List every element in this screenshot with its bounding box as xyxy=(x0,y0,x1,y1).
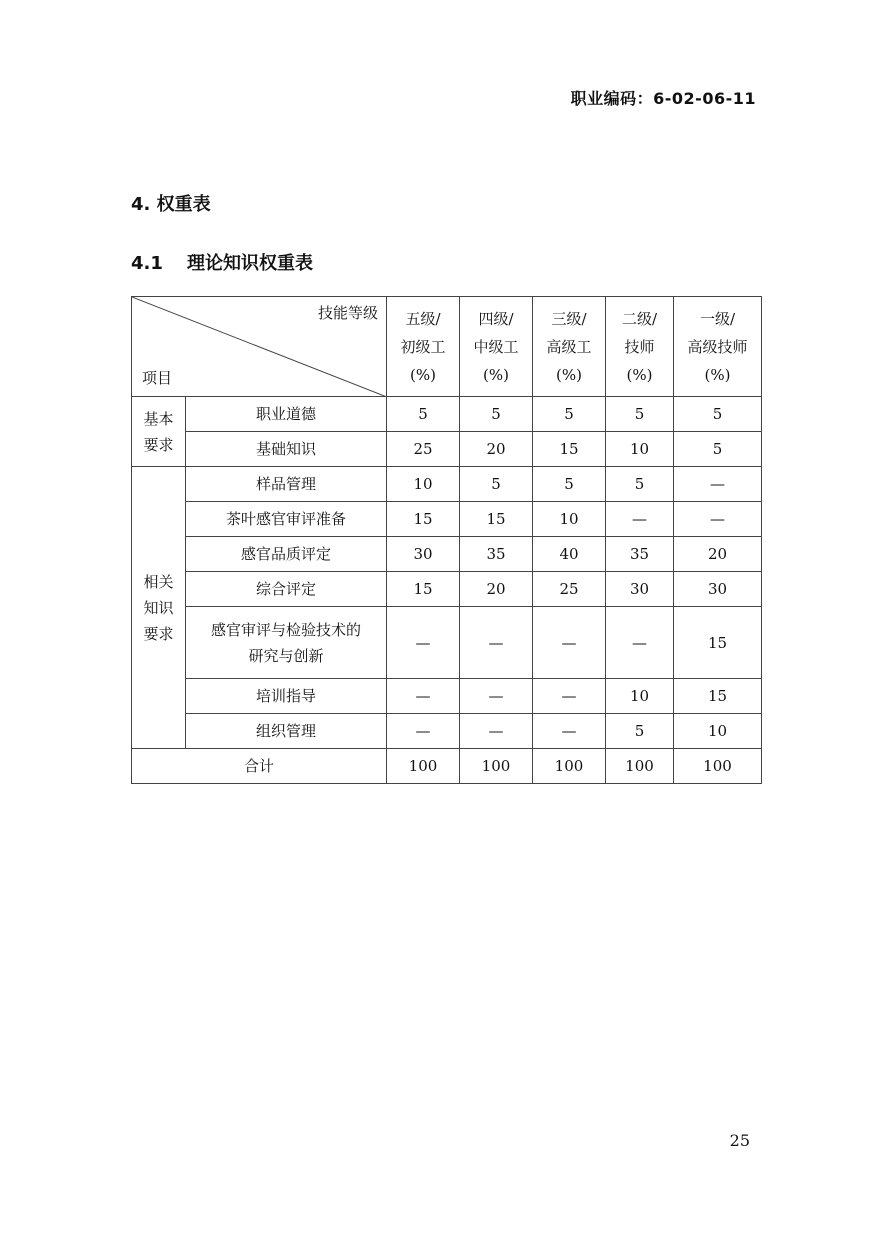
table-row xyxy=(132,572,762,607)
cell-value: — xyxy=(460,714,533,749)
cell-value: 5 xyxy=(387,397,460,432)
total-value: 100 xyxy=(533,749,606,784)
cell-value: 15 xyxy=(674,679,762,714)
subsection-number: 4.1 xyxy=(131,253,163,274)
cell-value: 5 xyxy=(606,714,674,749)
cell-value: 20 xyxy=(460,572,533,607)
table-row xyxy=(132,502,762,537)
page-number: 25 xyxy=(729,1131,750,1150)
cell-value: 15 xyxy=(460,502,533,537)
table-row xyxy=(132,432,762,467)
cell-value: 10 xyxy=(606,679,674,714)
cell-value: 25 xyxy=(387,432,460,467)
cell-value: 15 xyxy=(387,572,460,607)
cell-value: 30 xyxy=(674,572,762,607)
subsection-title xyxy=(131,249,313,275)
cell-value: — xyxy=(674,467,762,502)
cell-value: — xyxy=(387,679,460,714)
row-item: 感官品质评定 xyxy=(186,537,387,572)
cell-value: 5 xyxy=(460,397,533,432)
cell-value: 35 xyxy=(460,537,533,572)
cell-value: 10 xyxy=(674,714,762,749)
cell-value: 10 xyxy=(533,502,606,537)
table-header-row xyxy=(132,297,762,397)
table-row xyxy=(132,714,762,749)
cell-value: 5 xyxy=(533,397,606,432)
cell-value: 30 xyxy=(606,572,674,607)
cell-value: 5 xyxy=(674,397,762,432)
cell-value: 15 xyxy=(387,502,460,537)
row-item: 基础知识 xyxy=(186,432,387,467)
cell-value: 10 xyxy=(387,467,460,502)
row-item: 职业道德 xyxy=(186,397,387,432)
cell-value: 40 xyxy=(533,537,606,572)
row-item: 综合评定 xyxy=(186,572,387,607)
total-value: 100 xyxy=(460,749,533,784)
total-label: 合计 xyxy=(132,749,387,784)
cell-value: 20 xyxy=(674,537,762,572)
row-item: 样品管理 xyxy=(186,467,387,502)
cell-value: 5 xyxy=(606,467,674,502)
total-value: 100 xyxy=(606,749,674,784)
table-row xyxy=(132,397,762,432)
table-row xyxy=(132,607,762,679)
table-row xyxy=(132,537,762,572)
cell-value: — xyxy=(606,607,674,679)
occupation-code: 职业编码：6-02-06-11 xyxy=(570,89,756,108)
total-row xyxy=(132,749,762,784)
cell-value: 5 xyxy=(460,467,533,502)
cell-value: — xyxy=(387,714,460,749)
level-header: 四级/ 中级工 (%) xyxy=(460,297,533,397)
cell-value: — xyxy=(460,679,533,714)
cell-value: 5 xyxy=(533,467,606,502)
section-title: 4. 权重表 xyxy=(131,194,211,215)
subsection-label: 理论知识权重表 xyxy=(187,253,313,274)
cell-value: 20 xyxy=(460,432,533,467)
corner-cell xyxy=(132,297,387,397)
cell-value: 15 xyxy=(674,607,762,679)
group-related: 相关 知识 要求 xyxy=(132,467,186,749)
cell-value: 5 xyxy=(674,432,762,467)
cell-value: — xyxy=(533,679,606,714)
cell-value: 30 xyxy=(387,537,460,572)
cell-value: 35 xyxy=(606,537,674,572)
total-value: 100 xyxy=(387,749,460,784)
cell-value: — xyxy=(606,502,674,537)
level-header: 二级/ 技师 (%) xyxy=(606,297,674,397)
cell-value: — xyxy=(387,607,460,679)
level-header: 三级/ 高级工 (%) xyxy=(533,297,606,397)
level-header: 一级/ 高级技师 (%) xyxy=(674,297,762,397)
total-value: 100 xyxy=(674,749,762,784)
cell-value: 10 xyxy=(606,432,674,467)
corner-top-label: 技能等级 xyxy=(317,304,378,322)
row-item: 感官审评与检验技术的 研究与创新 xyxy=(186,607,387,679)
cell-value: — xyxy=(533,607,606,679)
level-header: 五级/ 初级工 (%) xyxy=(387,297,460,397)
cell-value: — xyxy=(533,714,606,749)
cell-value: 5 xyxy=(606,397,674,432)
row-item: 组织管理 xyxy=(186,714,387,749)
corner-bottom-label: 项目 xyxy=(142,369,173,387)
group-basic: 基本 要求 xyxy=(132,397,186,467)
row-item: 茶叶感官审评准备 xyxy=(186,502,387,537)
weight-table xyxy=(131,296,762,784)
table-row xyxy=(132,467,762,502)
cell-value: 25 xyxy=(533,572,606,607)
cell-value: — xyxy=(674,502,762,537)
cell-value: 15 xyxy=(533,432,606,467)
table-row xyxy=(132,679,762,714)
cell-value: — xyxy=(460,607,533,679)
row-item: 培训指导 xyxy=(186,679,387,714)
